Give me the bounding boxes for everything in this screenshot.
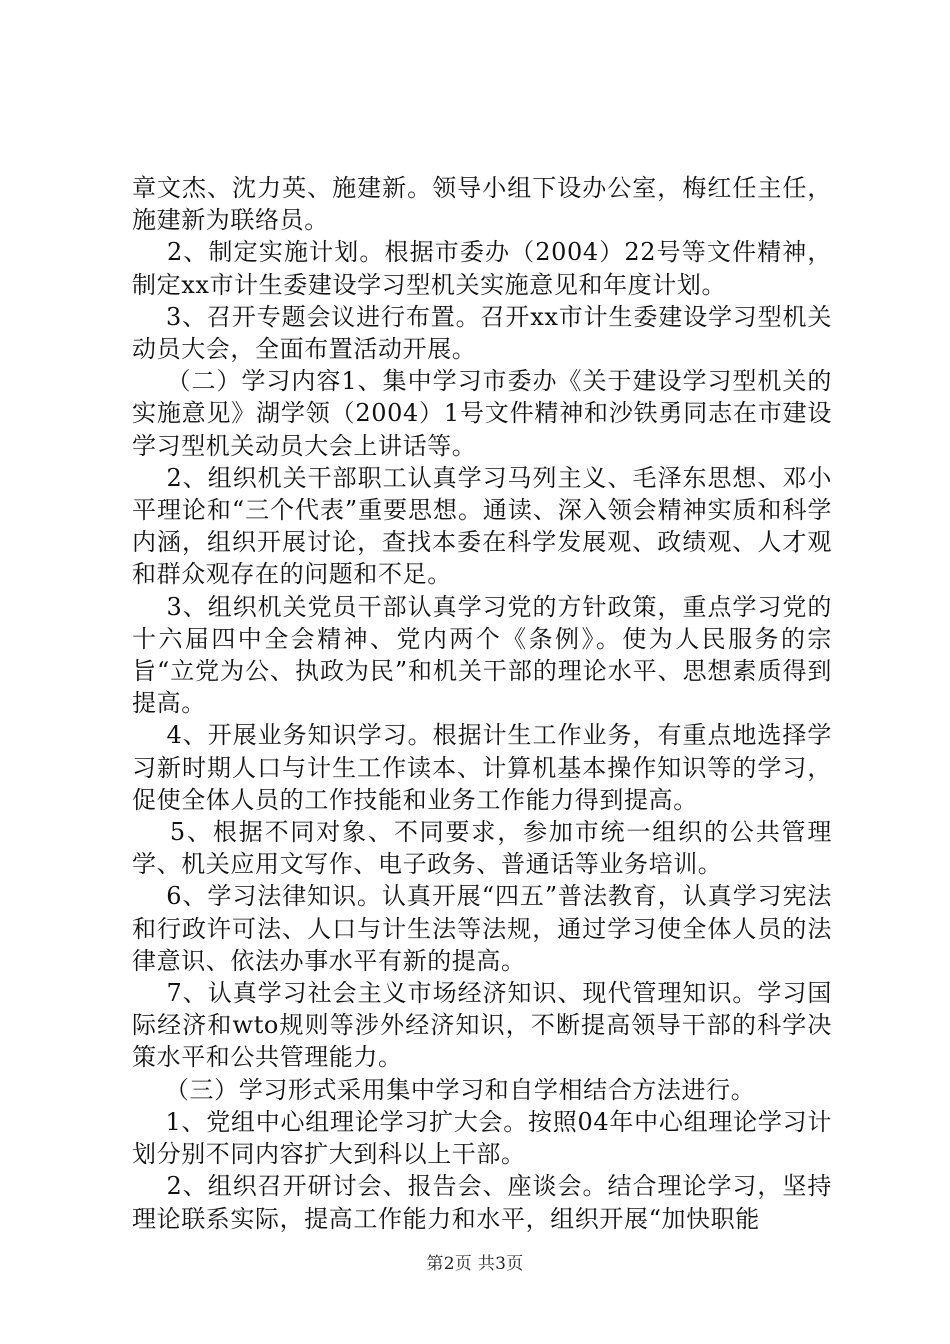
paragraph: 3、组织机关党员干部认真学习党的方针政策，重点学习党的十六届四中全会精神、党内两个《条例》。使为人民服务的宗旨“立党为公、执政为民”和机关干部的理论水平、思想素质得到提高。 bbox=[132, 592, 832, 718]
page-footer: 第2页 共3页 bbox=[426, 1254, 524, 1274]
paragraph: 5、根据不同对象、不同要求，参加市统一组织的公共管理学、机关应用文写作、电子政务、普通话等业务培训。 bbox=[132, 818, 832, 879]
paragraph: 2、制定实施计划。根据市委办（2004）22号等文件精神，制定xx市计生委建设学习型机关实施意见和年度计划。 bbox=[132, 238, 832, 299]
paragraph: （二）学习内容1、集中学习市委办《关于建设学习型机关的实施意见》湖学领（2004）1号文件精神和沙铁勇同志在市建设学习型机关动员大会上讲话等。 bbox=[132, 367, 832, 460]
paragraph: 2、组织机关干部职工认真学习马列主义、毛泽东思想、邓小平理论和“三个代表”重要思想。通读、深入领会精神实质和科学内涵，组织开展讨论，查找本委在科学发展观、政绩观、人才观和群众观存在的问题和不足。 bbox=[132, 463, 832, 589]
paragraph: 6、学习法律知识。认真开展“四五”普法教育，认真学习宪法和行政许可法、人口与计生法等法规，通过学习使全体人员的法律意识、依法办事水平有新的提高。 bbox=[132, 882, 833, 975]
paragraph: （三）学习形式采用集中学习和自学相结合方法进行。 bbox=[132, 1075, 756, 1104]
paragraph: 7、认真学习社会主义市场经济知识、现代管理知识。学习国际经济和wto规则等涉外经济知识，不断提高领导干部的科学决策水平和公共管理能力。 bbox=[132, 979, 832, 1072]
paragraph: 4、开展业务知识学习。根据计生工作业务，有重点地选择学习新时期人口与计生工作读本、计算机基本操作知识等的学习，促使全体人员的工作技能和业务工作能力得到提高。 bbox=[132, 721, 832, 814]
paragraph: 2、组织召开研讨会、报告会、座谈会。结合理论学习，坚持理论联系实际，提高工作能力和水平，组织开展“加快职能 bbox=[132, 1172, 832, 1233]
paragraph: 章文杰、沈力英、施建新。领导小组下设办公室，梅红任主任，施建新为联络员。 bbox=[132, 174, 832, 235]
document-body bbox=[132, 172, 832, 1235]
paragraph: 3、召开专题会议进行布置。召开xx市计生委建设学习型机关动员大会，全面布置活动开展。 bbox=[132, 302, 833, 364]
paragraph: 1、党组中心组理论学习扩大会。按照04年中心组理论学习计划分别不同内容扩大到科以上干部。 bbox=[132, 1107, 832, 1169]
